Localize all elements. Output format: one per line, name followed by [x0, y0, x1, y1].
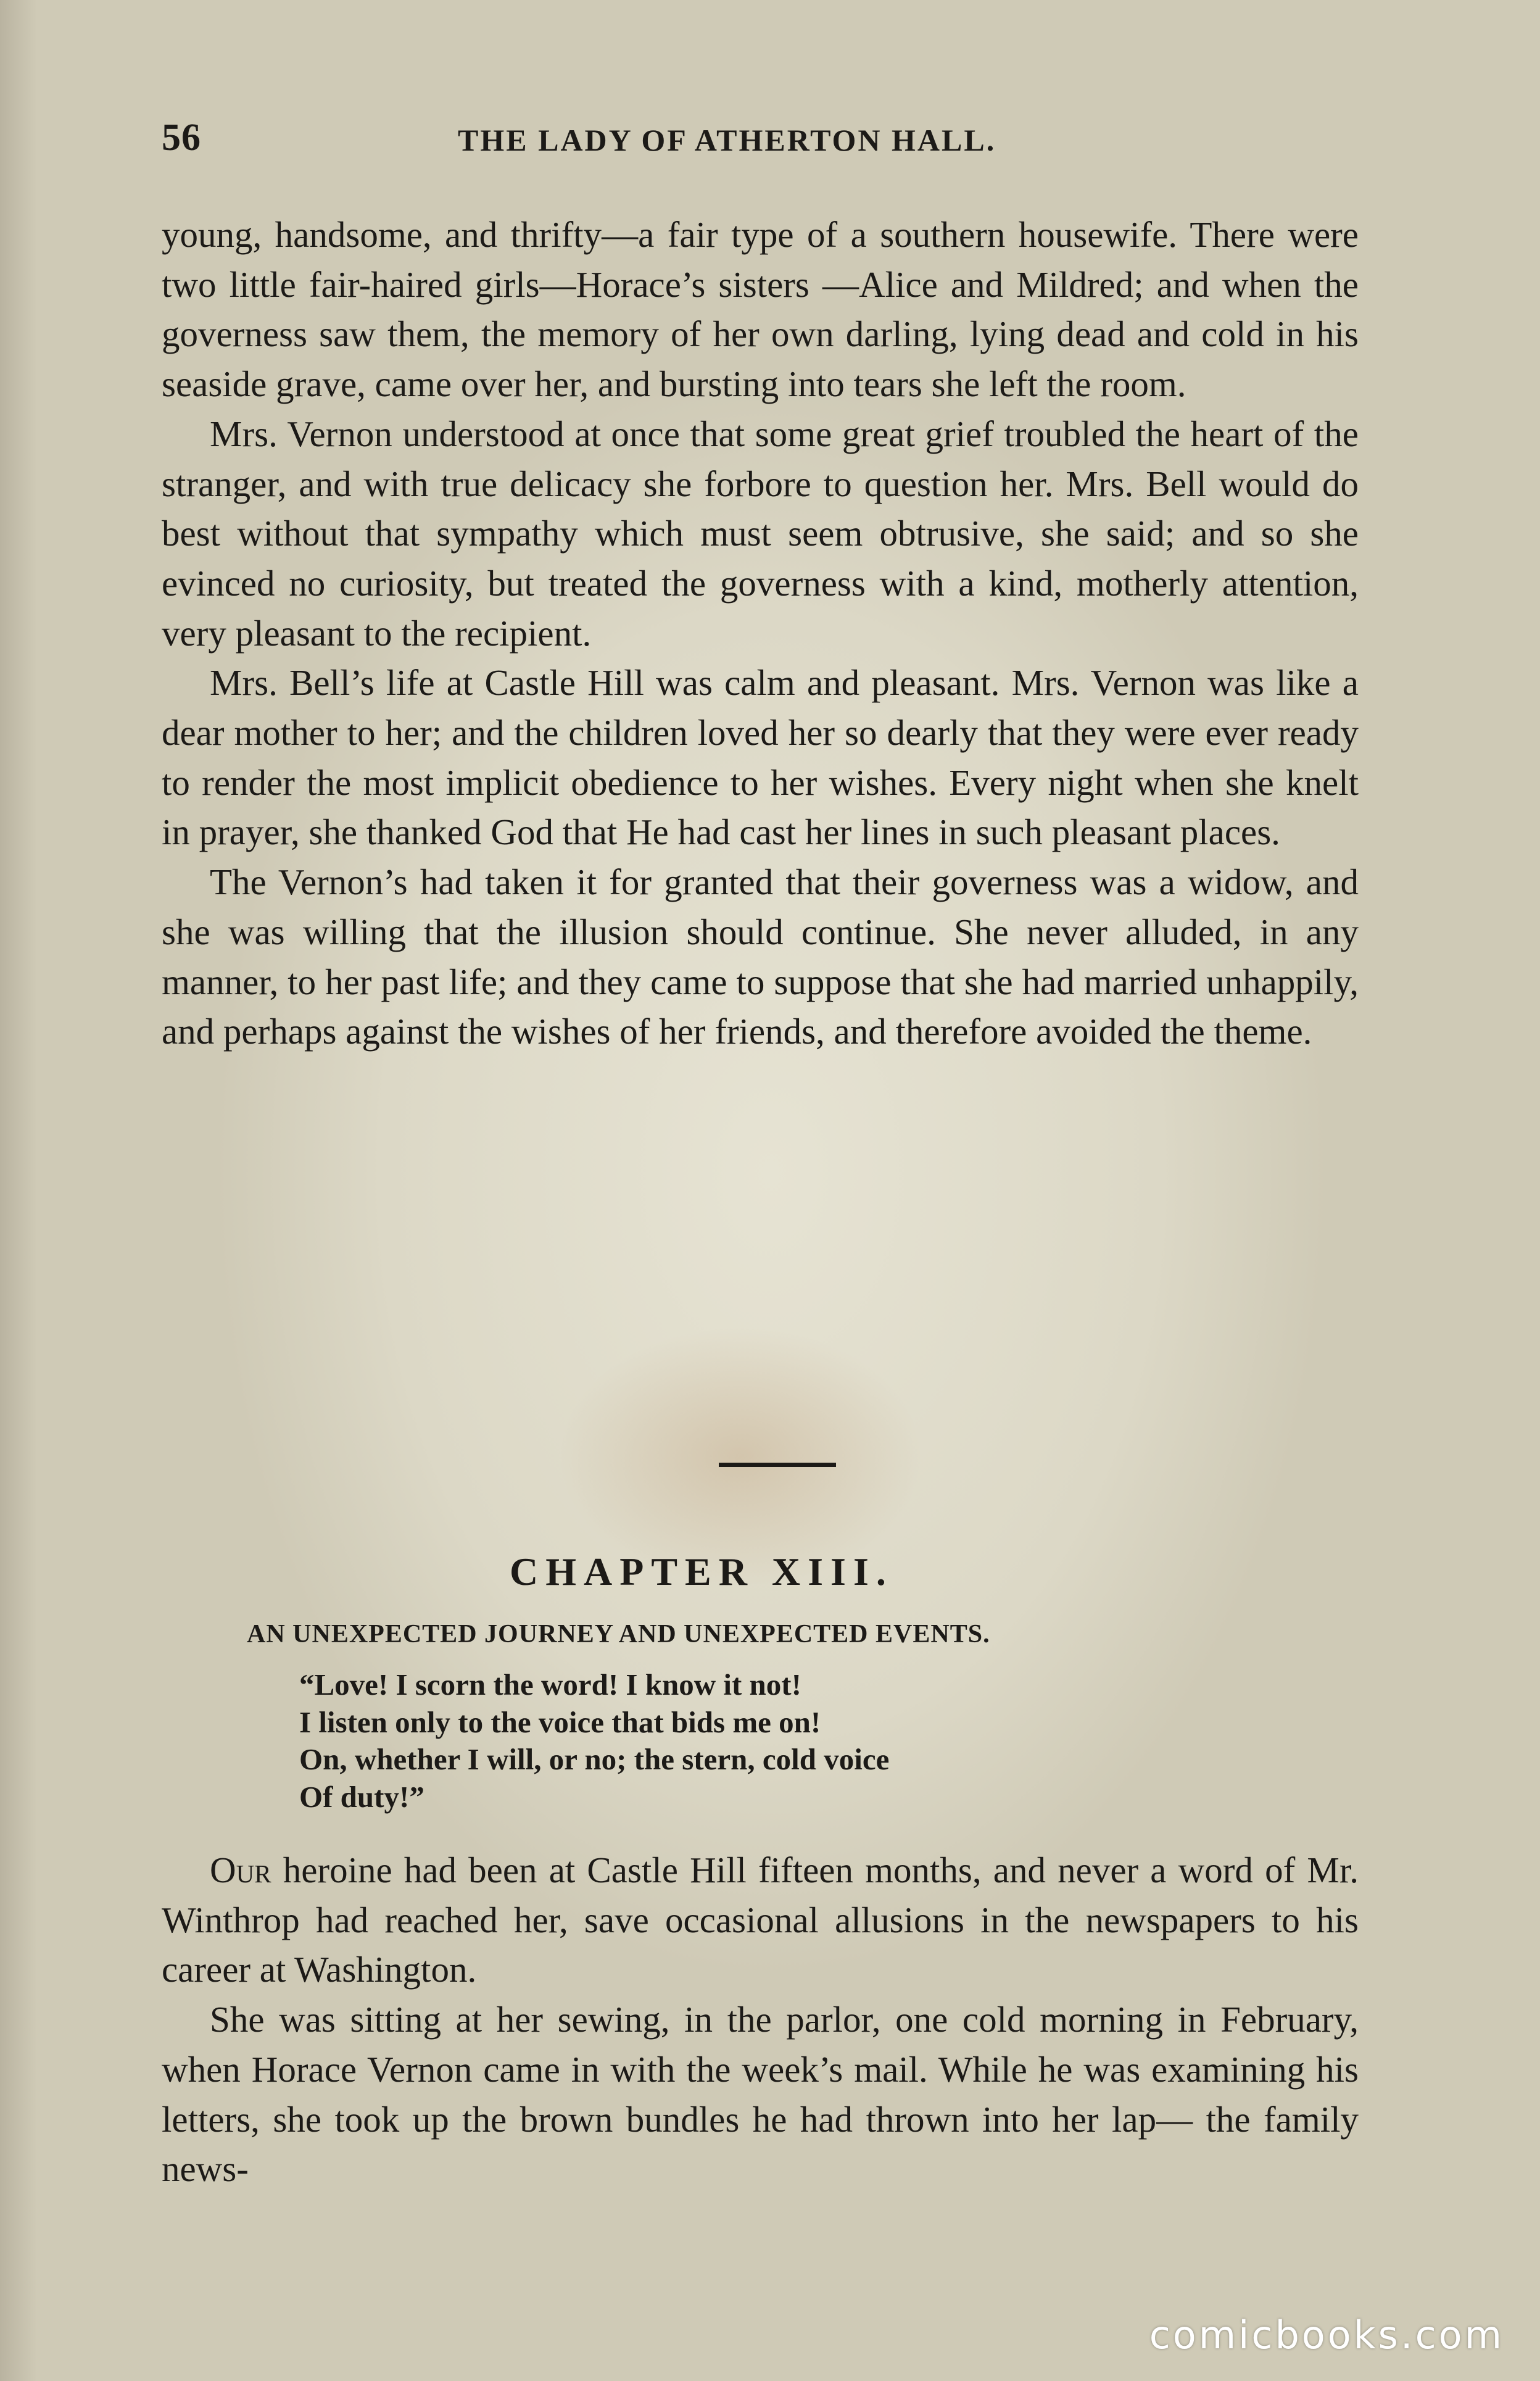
- running-head: THE LADY OF ATHERTON HALL.: [458, 123, 996, 157]
- watermark-logo: comicbooks.com: [1149, 2312, 1504, 2358]
- epigraph-line: Of duty!”: [299, 1779, 424, 1814]
- chapter-subtitle: AN UNEXPECTED JOURNEY AND UNEXPECTED EVENTS.: [247, 1620, 990, 1648]
- section-divider: [719, 1463, 836, 1467]
- chapter-title: CHAPTER XIII.: [510, 1550, 893, 1594]
- epigraph: [299, 1666, 1225, 1816]
- page-header: [162, 116, 1396, 165]
- paragraph: She was sitting at her sewing, in the parlor, one cold morning in February, when Horace Vernon came in with the week’s mail. While he was examining his letters, she took up the brown bundles he had thrown into her lap— the family news-: [162, 1999, 1359, 2190]
- epigraph-line: I listen only to the voice that bids me on!: [299, 1705, 821, 1739]
- opening-word: Our: [210, 1850, 271, 1890]
- paragraph: Mrs. Vernon understood at once that some great grief troubled the heart of the stranger, and with true delicacy she forbore to question her. Mrs. Bell would do best without that sympathy which must seem obtrusive, she said; and so she evinced no curiosity, but treated the governess with a kind, motherly attention, very pleasant to the recipient.: [162, 413, 1359, 654]
- epigraph-line: On, whether I will, or no; the stern, cold voice: [299, 1742, 890, 1776]
- paragraph: The Vernon’s had taken it for granted that their governess was a widow, and she was willing that the illusion should continue. She never alluded, in any manner, to her past life; and they came to suppose that she had married unhappily, and perhaps against the wishes of her friends, and therefore avoided the theme.: [162, 862, 1359, 1052]
- paragraph: young, handsome, and thrifty—a fair type of a southern housewife. There were two little fair-haired girls—Horace’s sisters —Alice and Mildred; and when the governess saw them, the memory of her own darling, lying dead and cold in his seaside grave, came over her, and bursting into tears she left the room.: [162, 214, 1359, 405]
- paragraph: Mrs. Bell’s life at Castle Hill was calm and pleasant. Mrs. Vernon was like a dear mother to her; and the children loved her so dearly that they were ever ready to render the most implicit obedience to her wishes. Every night when she knelt in prayer, she thanked God that He had cast her lines in such pleasant places.: [162, 662, 1359, 853]
- epigraph-line: “Love! I scorn the word! I know it not!: [299, 1668, 801, 1702]
- body-text: [162, 210, 1359, 1057]
- page-number: 56: [162, 117, 201, 159]
- chapter-body-text: [162, 1845, 1359, 2194]
- paragraph-text: heroine had been at Castle Hill fifteen months, and never a word of Mr. Winthrop had reached her, save occasional allusions in the newspapers to his career at Washington.: [162, 1850, 1359, 1990]
- page-gutter-shadow: [0, 0, 37, 2381]
- paragraph: [162, 1845, 1359, 1995]
